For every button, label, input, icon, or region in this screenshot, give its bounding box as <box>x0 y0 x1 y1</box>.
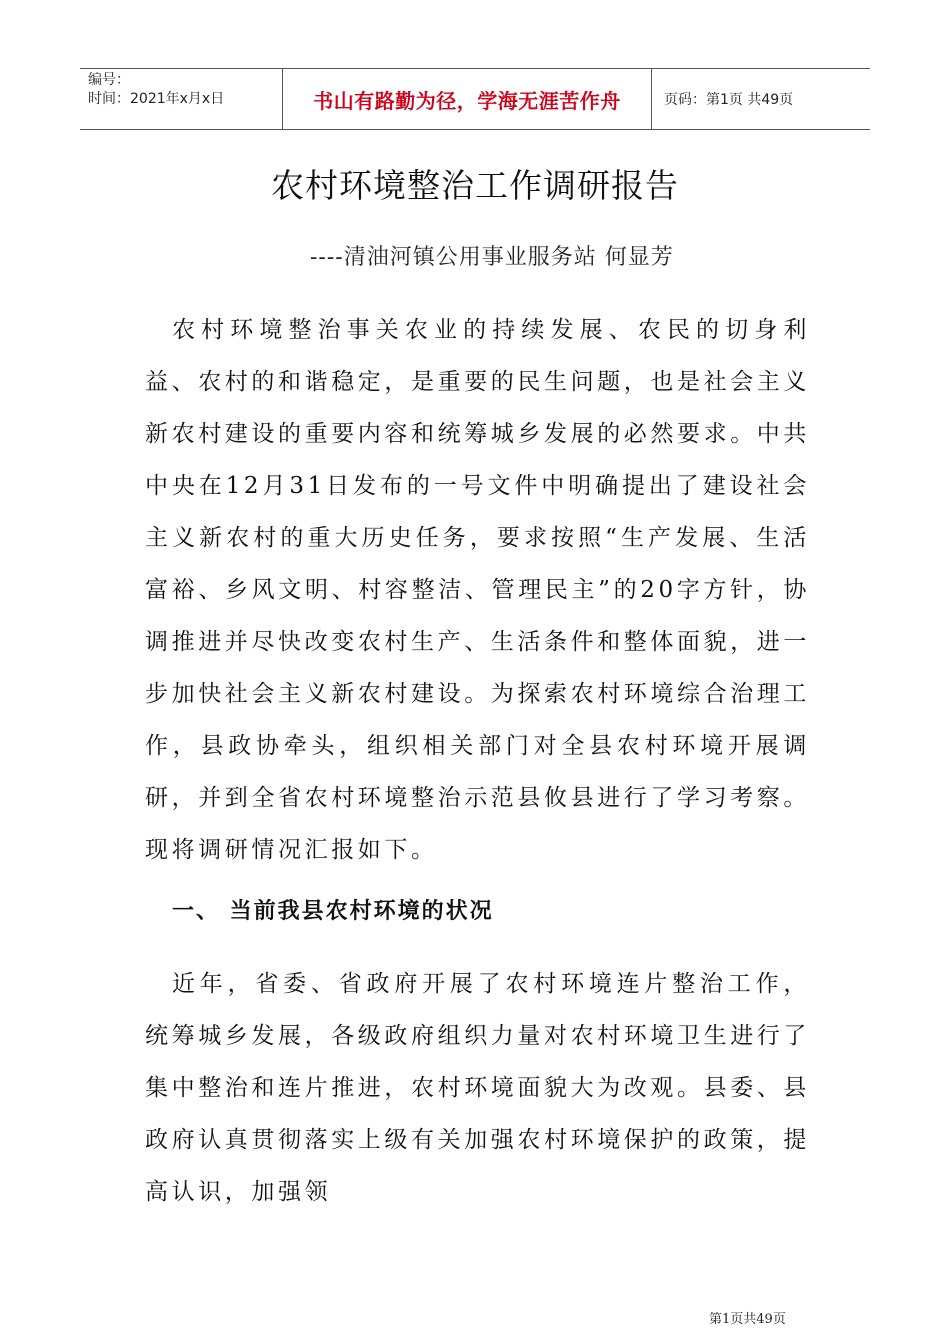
time-label: 时间：2021年x月x日 <box>88 91 225 107</box>
number-label: 编号： <box>88 72 130 88</box>
header-page-cell <box>652 69 870 129</box>
page-footer: 第1页共49页 <box>709 1312 786 1327</box>
page-title: 农村环境整治工作调研报告 <box>271 166 679 205</box>
page-info: 页码：第1页 共49页 <box>664 92 794 108</box>
motto: 书山有路勤为径，学海无涯苦作舟 <box>313 88 621 113</box>
document-header <box>80 68 870 130</box>
header-motto-cell <box>282 69 652 129</box>
author-line: ----清油河镇公用事业服务站 何显芳 <box>310 245 674 270</box>
header-meta <box>80 69 282 129</box>
body-section-intro <box>145 304 810 876</box>
paragraph: 农村环境整治事关农业的持续发展、农民的切身利益、农村的和谐稳定，是重要的民生问题，也是社会主义新农村建设的重要内容和统筹城乡发展的必然要求。中共中央在12月31日发布的一号文件中明确提出了建设社会主义新农村的重大历史任务，要求按照“生产发展、生活富裕、乡风文明、村容整洁、管理民主”的20字方针，协调推进并尽快改变农村生产、生活条件和整体面貌，进一步加快社会主义新农村建设。为探索农村环境综合治理工作，县政协牵头，组织相关部门对全县农村环境开展调研，并到全省农村环境整治示范县攸县进行了学习考察。现将调研情况汇报如下。 <box>145 317 810 863</box>
body-section-status <box>145 958 810 1218</box>
section-heading: 一、 当前我县农村环境的状况 <box>172 898 494 924</box>
paragraph: 近年，省委、省政府开展了农村环境连片整治工作，统筹城乡发展，各级政府组织力量对农村环境卫生进行了集中整治和连片推进，农村环境面貌大为改观。县委、县政府认真贯彻落实上级有关加强农村环境保护的政策，提高认识，加强领 <box>145 971 810 1205</box>
